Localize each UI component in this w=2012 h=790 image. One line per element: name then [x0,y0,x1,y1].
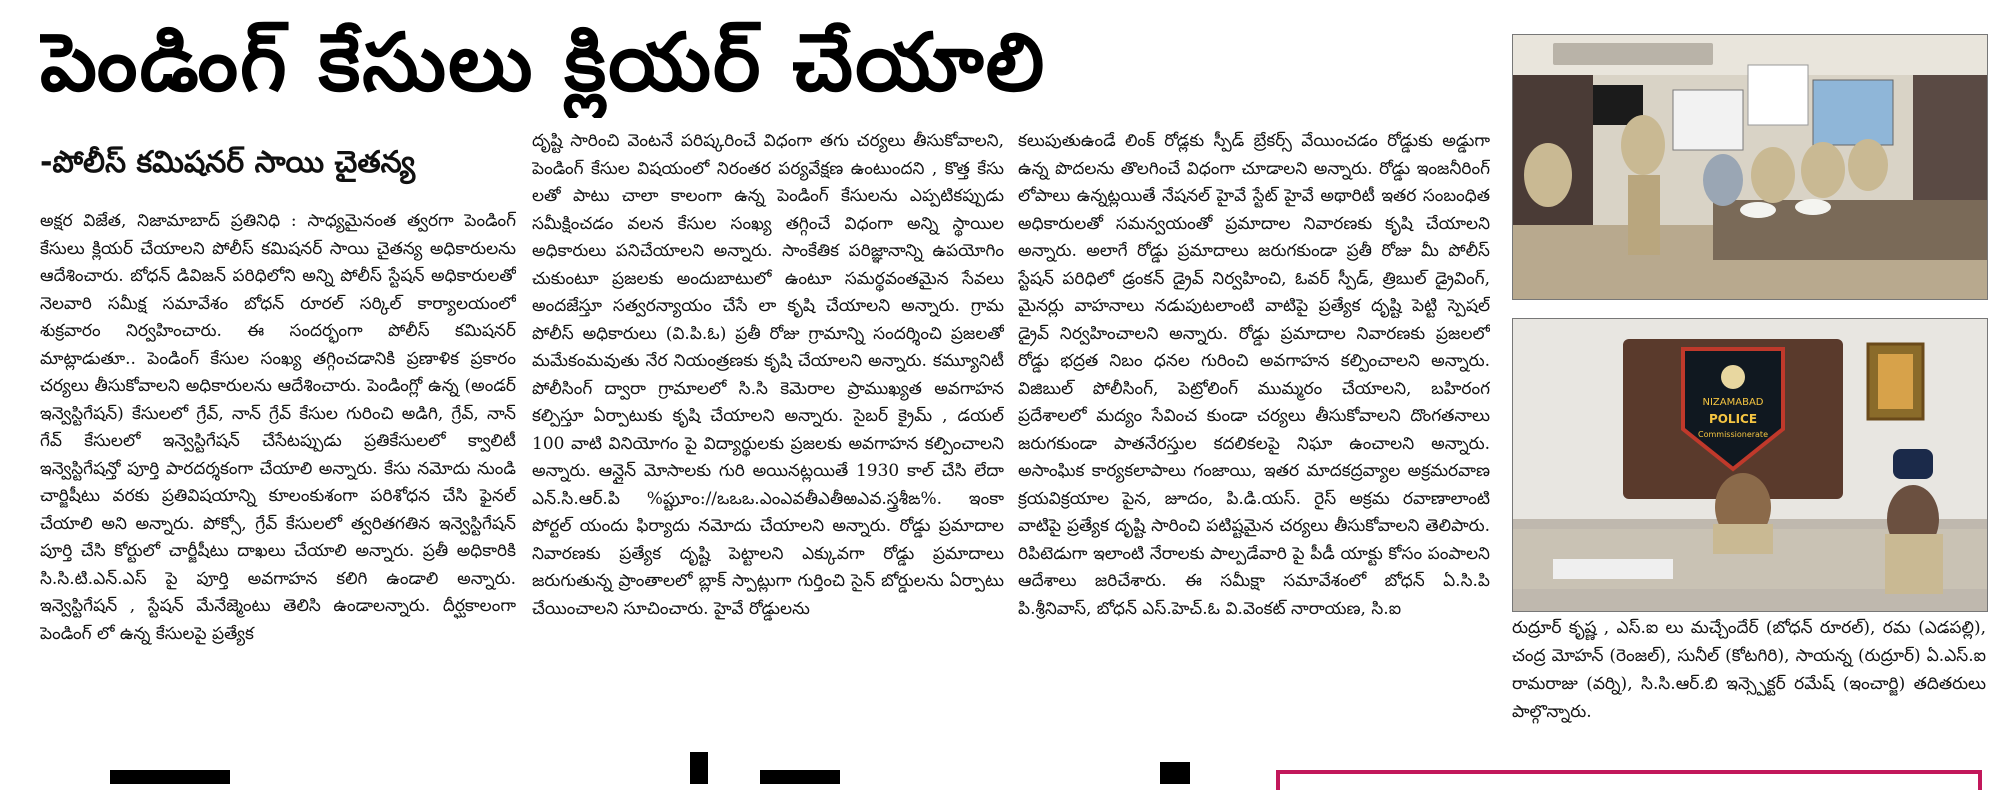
photo-caption: రుద్రూర్ కృష్ణ , ఎస్.ఐ లు మచ్చేందేర్ (బోధన్ రూరల్), రమ (ఎడపల్లి), చంద్ర మోహన్ (రెంజల్), సునీల్ (కోటగిరి), సాయన్న (రుద్రూర్) ఏ.ఎస్.ఐ రామరాజు (వర్ని), సి.సి.ఆర్.బి ఇన్స్పెక్టర్ రమేష్ (ఇంచార్జి) తదితరులు పాల్గొన్నారు. [1512,618,1986,722]
badge-text: POLICE [1708,412,1758,426]
meeting-photo-icon [1513,35,1987,299]
next-article-box [1276,770,1982,790]
office-photo-icon [1513,319,1987,611]
column-text: దృష్టి సారించి వెంటనే పరిష్కరించే విధంగా తగు చర్యలు తీసుకోవాలని, పెండింగ్ కేసుల విషయంలో నిరంతర పర్యవేక్షణ ఉంటుందని , కొత్త కేసు లతో పాటు చాలా కాలంగా ఉన్న పెండింగ్ కేసులను ఎప్పటికప్పుడు సమీక్షించడం వలన కేసుల సంఖ్య తగ్గించే విధంగా అన్ని స్థాయిల అధికారులు పనిచేయాలని అన్నారు. సాంకేతిక పరిజ్ఞానాన్ని ఉపయోగిం చుకుంటూ ప్రజలకు అందుబాటులో ఉంటూ సమర్థవంతమైన సేవలు అందజేస్తూ సత్వరన్యాయం చేసే లా కృషి చేయాలని అన్నారు. గ్రామ పోలీస్ అధికారులు (వి.పి.ఓ) ప్రతీ రోజు గ్రామాన్ని సందర్శించి ప్రజలతో మమేకంమవుతు నేర నియంత్రణకు కృషి చేయాలని అన్నారు. కమ్యూనిటీ పోలీసింగ్ ద్వారా గ్రామాలలో సి.సి కెమెరాల ప్రాముఖ్యత అవగాహన కల్పిస్తూ ఏర్పాటుకు కృషి చేయాలని అన్నారు. సైబర్ క్రైమ్ , డయల్ 100 వాటి వినియోగం పై విద్యార్థులకు ప్రజలకు అవగాహన కల్పించాలని అన్నారు. ఆన్లైన్ మోసాలకు గురి అయినట్లయితే 1930 కాల్ చేసి లేదా ఎన్.సి.ఆర్.పి %ప్టుూం://ఒఒఒ.ఎంఎవతీఎతీఱఎవ.స్త్రశీఙ%. ఇంకా పోర్టల్ యందు ఫిర్యాదు నమోదు చేయాలని అన్నారు. రోడ్డు ప్రమాదాల నివారణకు ప్రత్యేక దృష్టి పెట్టాలని ఎక్కువగా రోడ్డు ప్రమాదాలు జరుగుతున్న ప్రాంతాలలో బ్లాక్ స్పాట్లుగా గుర్తించి సైన్ బోర్డులను ఏర్పాటు చేయించాలని సూచించారు. హైవే రోడ్డులను [532,131,1004,619]
article-column-2 [532,128,1004,728]
next-headline-fragment [40,748,1240,784]
meeting-photo [1512,34,1988,300]
headline: పెండింగ్ కేసులు క్లియర్ చేయాలి [40,16,1047,109]
column-text: అక్షర విజేత, నిజామాబాద్ ప్రతినిధి : సాధ్యమైనంత త్వరగా పెండింగ్ కేసులు క్లియర్ చేయాలని పోలీస్ కమిషనర్ సాయి చైతన్య అధికారులను ఆదేశించారు. బోధన్ డివిజన్ పరిధిలోని అన్ని పోలీస్ స్టేషన్ అధికారులతో నెలవారి సమీక్ష సమావేశం బోధన్ రూరల్ సర్కిల్ కార్యాలయంలో శుక్రవారం నిర్వహించారు. ఈ సందర్భంగా పోలీస్ కమిషనర్ మాట్లాడుతూ.. పెండింగ్ కేసుల సంఖ్య తగ్గించడానికి ప్రణాళిక ప్రకారం చర్యలు తీసుకోవాలని అధికారులను ఆదేశించారు. పెండింగ్లో ఉన్న (అండర్ ఇన్వెస్టిగేషన్) కేసులలో గ్రేవ్, నాన్ గ్రేవ్ కేసుల గురించి అడిగి, గ్రేవ్, నాన్ గేవ్ కేసులలో ఇన్వెస్టిగేషన్ చేసేటప్పుడు ప్రతికేసులలో క్వాలిటీ ఇన్వెస్టిగేషన్తో పూర్తి పారదర్శకంగా చేయాలి అన్నారు. కేసు నమోదు నుండి చార్జిషీటు వరకు ప్రతివిషయాన్ని కూలంకుశంగా పరిశోధన చేసి ఫైనల్ చేయాలి అని అన్నారు. పోక్సో, గ్రేవ్ కేసులలో త్వరితగతిన ఇన్వెస్టిగేషన్ పూర్తి చేసి కోర్టులో చార్జీషీటు దాఖలు చేయాలి అన్నారు. ప్రతీ అధికారికి సి.సి.టి.ఎన్.ఎస్ పై పూర్తి అవగాహన కలిగి ఉండాలి అన్నారు. ఇన్వెస్టిగేషన్ , స్టేషన్ మేనేజ్మెంటు తెలిసి ఉండాలన్నారు. దీర్ఘకాలంగా పెండింగ్ లో ఉన్న కేసులపై ప్రత్యేక [40,211,516,644]
subheadline: -పోలీస్ కమిషనర్ సాయి చైతన్య [40,145,416,180]
badge-sign: NIZAMABAD [1702,397,1764,408]
badge-sub: Commissionerate [1698,430,1768,439]
column-text: కలుపుతుఉండే లింక్ రోడ్లకు స్పీడ్ బ్రేకర్స్ వేయించడం రోడ్డుకు అడ్డుగా ఉన్న పొదలను తొలగించే విధంగా చూడాలని అన్నారు. రోడ్డు ఇంజనీరింగ్ లోపాలు ఉన్నట్లయితే నేషనల్ హైవే స్టేట్ హైవే అథారిటీ ఇతర సంబంధిత అధికారులతో సమన్వయంతో ప్రమాదాల నివారణకు కృషి చేయాలని అన్నారు. అలాగే రోడ్డు ప్రమాదాలు జరుగకుండా ప్రతీ రోజు మీ పోలీస్ స్టేషన్ పరిధిలో డ్రంకన్ డ్రైవ్ నిర్వహించి, ఓవర్ స్పీడ్, త్రిబుల్ డ్రైవింగ్, మైనర్లు వాహనాలు నడుపుటలాంటి వాటిపై ప్రత్యేక దృష్టి పెట్టి స్పెషల్ డ్రైవ్ నిర్వహించాలని అన్నారు. రోడ్డు ప్రమాదాల నివారణకు ప్రజలలో రోడ్డు భద్రత నిబం ధనల గురించి అవగాహన కల్పించాలని అన్నారు. విజిబుల్ పోలీసింగ్, పెట్రోలింగ్ ముమ్మరం చేయాలని, బహిరంగ ప్రదేశాలలో మద్యం సేవించ కుండా చర్యలు తీసుకోవాలని దొంగతనాలు జరుగకుండా పాతనేరస్తుల కదలికలపై నిఘా ఉంచాలని అన్నారు. అసాంఘిక కార్యకలాపాలు గంజాయి, ఇతర మాదకద్రవ్యాల అక్రమరవాణ క్రయవిక్రయాల పైన, జూదం, పి.డి.యస్. రైస్ అక్రమ రవాణాలాంటి వాటిపై ప్రత్యేక దృష్టి సారించి పటిష్టమైన చర్యలు తీసుకోవాలని తెలిపారు. రిపిటెడుగా ఇలాంటి నేరాలకు పాల్పడేవారి పై పీడీ యాక్టు కోసం పంపాలని ఆదేశాలు జరిచేశారు. ఈ సమీక్షా సమావేశంలో బోధన్ ఏ.సి.పి పి.శ్రీనివాస్, బోధన్ ఎస్.హెచ్.ఓ వి.వెంకట్ నారాయణ, సి.ఐ [1018,131,1490,619]
next-headline-glyphs-icon [40,748,1240,784]
article-column-1 [40,208,516,728]
office-photo [1512,318,1988,612]
article-column-3 [1018,128,1490,728]
